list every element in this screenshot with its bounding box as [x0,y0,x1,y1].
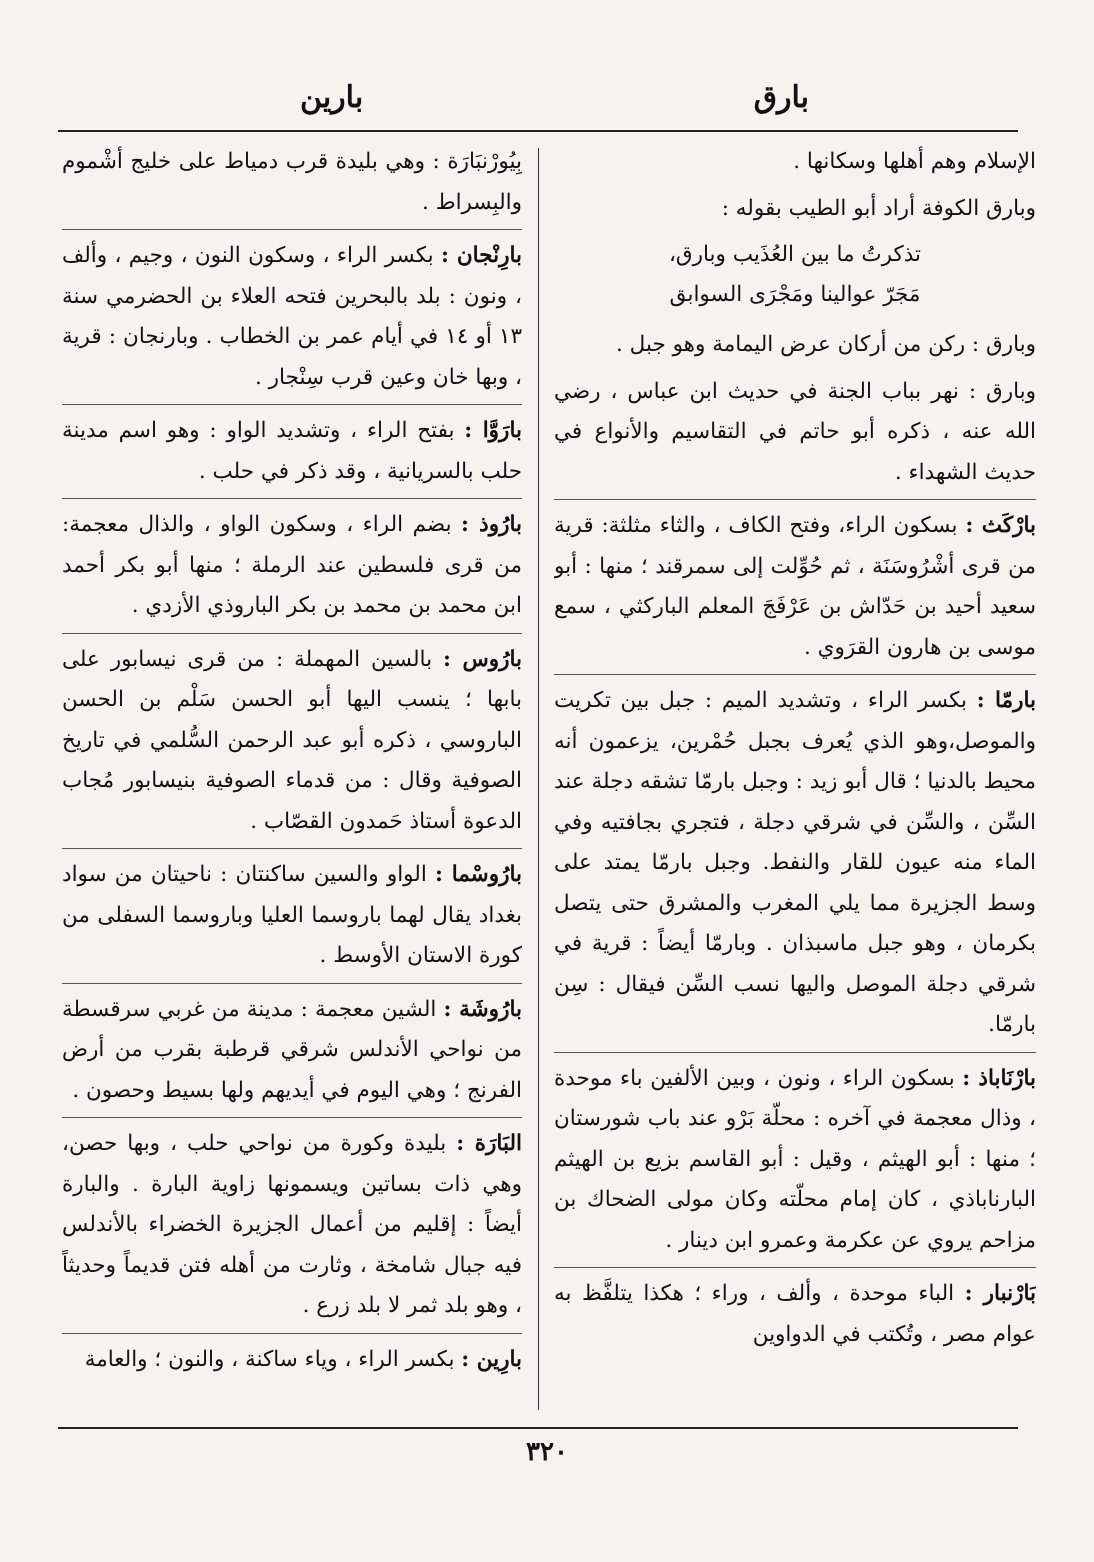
paragraph: الإسلام وهم أهلها وسكانها . [793,149,1036,174]
headword: بارِين : [461,1346,522,1372]
entry [554,681,1036,1053]
paragraph: وبارق الكوفة أراد أبو الطيب بقوله : [721,195,1036,221]
verse-line: مَجَرّ عوالينا ومَجْرَى السوابق [669,282,921,307]
paragraph: وبارق : ركن من أركان عرض اليمامة وهو جبل . [616,332,1036,357]
entry [554,1274,1036,1361]
entry-text: بالسين المهملة : من قرى نيسابور على بابها ؛ ينسب اليها أبو الحسن سَلْم بن الحسن الباروسي ، ذكره أبو عبد الرحمن السُّلمي في تاريخ الصوفية وقال : من قدماء الصوفية بنيسابور مُجاب الدعوة أستاذ حَمدون القصّاب . [62,646,522,834]
bottom-rule [58,1427,1018,1429]
top-rule [58,130,1018,132]
entry-text: الواو والسين ساكنتان : ناحيتان من سواد بغداد يقال لهما باروسما العليا وباروسما السفلى من كورة الاستان الأوسط . [62,862,522,968]
headword: بَارْنبار : [964,1281,1036,1306]
entry-text: الشين معجمة : مدينة من غربي سرقسطة من نواحي الأندلس شرقي قرطبة بقرب من أرض الفرنج ؛ وهي اليوم في أيديهم ولها بسيط وحصون . [62,996,522,1103]
verse [554,235,1036,315]
entry-text: بضم الراء ، وسكون الواو ، والذال معجمة: من قرى فلسطين عند الرملة ؛ منها أبو بكر أحمد ابن محمد بن محمد بن بكر الباروذي الأزدي . [62,512,522,618]
headword: بارْنَاباذ : [962,1065,1036,1091]
paragraph: وبارق : نهر بباب الجنة في حديث ابن عباس ، رضي الله عنه ، ذكره أبو حاتم في التقاسيم والأنواع في حديث الشهداء . [554,372,1036,501]
entry-text: بسكون الراء ، ونون ، وبين الألفين باء موحدة ، وذال معجمة في آخره : محلّة بَرْو عند باب شورستان ؛ منها : أبو الهيثم ، وقيل : أبو القاسم بزيع بن الهيثم البارناباذي ، كان إمام محلّته وكان مولى الضحاك بن مزاحم يروي عن عكرمة وعمرو ابن دينار . [554,1065,1036,1253]
headword: بارُوذ : [461,512,522,537]
entry [62,855,522,984]
entry-text: بكسر الراء ، وتشديد الميم : جبل بين تكريت والموصل،وهو الذي يُعرف بجبل حُمْرين، يزعمون أنه محيط بالدنيا ؛ قال أبو زيد : وجبل بارمّا تشقه دجلة عند السِّن ، والسِّن في شرقي دجلة ، فتجري بجافتيه وفي الماء منه عيون للقار والنفط. وجبل بارمّا يمتد على وسط الجزيرة مما يلي المغرب والمشرق حتى يتصل بكرمان ، وهو جبل ماسبذان . وبارمّا أيضاً : قرية في شرقي دجلة الموصل واليها نسب السِّن فيقال : سِن بارمّا. [554,688,1036,1037]
right-column [554,142,1036,1412]
entry-text: بسكون الراء، وفتح الكاف ، والثاء مثلثة: قرية من قرى أشْرُوسَنَة ، ثم حُوِّلت إلى سمرقند ؛ منها : أبو سعيد أحيد بن حَدّاش بن عَرْفَجَ المعلم الباركثي ، سمع موسى بن هارون القرَوي . [554,513,1036,660]
paragraph: بِيُورْنبَارَة : وهي بليدة قرب دمياط على خليج أشْموم والبِسراط . [62,142,522,230]
headword: بارُوسْما : [434,862,522,887]
entry-text: الباء موحدة ، وألف ، وراء ؛ هكذا يتلفَّظ به عوام مصر ، وتُكتب في الدواوين [554,1281,1036,1347]
entry-text: بكسر الراء ، وسكون النون ، وجيم ، وألف ، ونون : بلد بالبحرين فتحه العلاء بن الحضرمي سنة ١٣ أو ١٤ في أيام عمر بن الخطاب . وبارنجان : قرية ، وبها خان وعين قرب سِنْجار . [62,243,522,390]
entry [62,1124,522,1334]
left-running-head: بارين [300,80,364,115]
headword: بارَوَّا : [464,418,522,443]
entry-text: بليدة وكورة من نواحي حلب ، وبها حصن، وهي ذات بساتين ويسمونها زاوية البارة . والبارة أيضاً : إقليم من أعمال الجزيرة الخضراء بالأندلس فيه جبال شامخة ، وثارت من أهله فتن قديماً وحديثاً ، وهو بلد ثمر لا بلد زرع . [62,1131,522,1318]
entry [554,1059,1036,1269]
headword: بارِنْجان : [440,243,522,268]
entry [62,990,522,1119]
headword: بارُوس : [442,646,522,672]
entry [62,411,522,499]
entry [62,236,522,405]
entry [62,640,522,850]
entry-text: بكسر الراء ، وياء ساكنة ، والنون ؛ والعامة [84,1346,455,1372]
headword: البَارَة : [456,1131,522,1156]
running-header [60,72,1034,122]
headword: بارْكَث : [965,513,1036,538]
headword: بارمّا : [976,688,1036,713]
column-divider [538,148,539,1410]
entry-text: بفتح الراء ، وتشديد الواو : وهو اسم مدينة حلب بالسريانية ، وقد ذكر في حلب . [62,418,522,484]
entry [62,505,522,634]
entry [554,506,1036,675]
headword: بارُوشَة : [443,996,522,1022]
page-number: ٣٢٠ [526,1437,568,1467]
verse-line: تذكرتُ ما بين العُذَيب وبارق، [668,242,922,267]
entry [62,1340,522,1387]
right-running-head: بارق [753,80,809,115]
left-column [62,142,522,1412]
